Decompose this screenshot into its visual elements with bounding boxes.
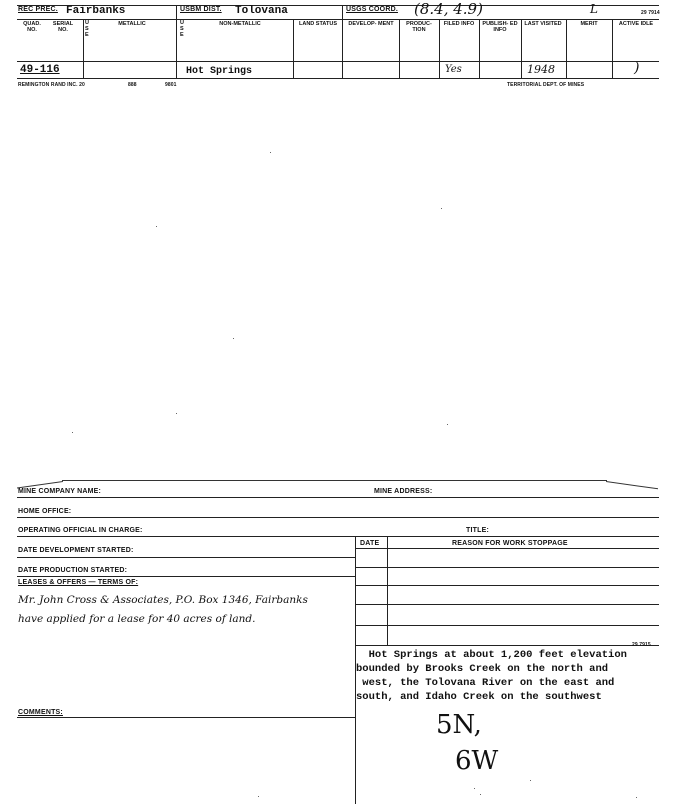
speck: [447, 424, 448, 425]
form-rule: [17, 557, 355, 558]
speck: [474, 788, 475, 789]
filed-info-value: Yes: [445, 64, 462, 75]
col-land-status: LAND STATUS: [299, 21, 337, 27]
col-active-idle: ACTIVE IDLE: [618, 21, 654, 27]
speck: [176, 413, 177, 414]
rec-prec-label: REC PREC.: [18, 6, 58, 13]
speck: [636, 797, 637, 798]
header-rule: [17, 61, 659, 62]
form-rule: [17, 536, 659, 537]
speck: [530, 780, 531, 781]
comments-label: COMMENTS:: [18, 709, 63, 716]
divider-v: [176, 5, 177, 78]
table-rule: [356, 604, 659, 605]
speck: [480, 794, 481, 795]
speck: [258, 796, 259, 797]
col-use-1: U S E: [85, 20, 89, 38]
last-visited-value: 1948: [527, 63, 555, 76]
divider-v: [566, 19, 567, 78]
date-production-label: DATE PRODUCTION STARTED:: [18, 567, 128, 574]
rule-curl-right: [606, 481, 658, 497]
footer-mid-2: 9801: [165, 82, 177, 88]
table-rule: [356, 585, 659, 586]
col-development: DEVELOP- MENT: [348, 21, 394, 27]
description-line: west, the Tolovana River on the east and: [356, 677, 615, 689]
leases-label: LEASES & OFFERS — TERMS OF:: [18, 579, 139, 586]
corner-mark: L: [590, 2, 598, 16]
col-production: PRODUC- TION: [406, 21, 432, 33]
col-use-2: U S E: [180, 20, 184, 38]
form-rule: [17, 497, 659, 498]
leases-line-2: have applied for a lease for 40 acres of land.: [18, 613, 256, 625]
non-metallic-value: Hot Springs: [186, 66, 253, 77]
divider-v: [612, 19, 613, 78]
divider-v: [293, 19, 294, 78]
form-rule: [17, 717, 355, 718]
description-line: Hot Springs at about 1,200 feet elevation: [356, 649, 627, 661]
operating-official-label: OPERATING OFFICIAL IN CHARGE:: [18, 527, 143, 534]
form-rule: [17, 576, 355, 577]
footer-right: TERRITORIAL DEPT. OF MINES: [507, 82, 585, 88]
description-block: [356, 648, 627, 704]
active-idle-value: ): [634, 60, 640, 76]
col-filed-info: FILED INFO: [443, 21, 475, 27]
description-line: bounded by Brooks Creek on the north and: [356, 663, 609, 675]
speck: [72, 432, 73, 433]
date-col-divider: [387, 536, 388, 646]
hand-ew: 6W: [455, 746, 499, 776]
divider-v: [342, 5, 343, 78]
reason-label: REASON FOR WORK STOPPAGE: [452, 540, 568, 547]
col-quad-no: QUAD. NO.: [23, 21, 41, 33]
footer-left: REMINGTON RAND INC. 20: [18, 82, 85, 88]
form-rule: [17, 517, 659, 518]
leases-line-1: Mr. John Cross & Associates, P.O. Box 1346, Fairbanks: [18, 594, 308, 606]
title-label: TITLE:: [466, 527, 489, 534]
table-rule: [356, 548, 659, 549]
date-column-label: DATE: [360, 540, 380, 547]
quad-serial-value: 49-116: [20, 64, 60, 76]
col-published-info: PUBLISH- ED INFO: [482, 21, 518, 33]
usgs-coord-label: USGS COORD.: [346, 6, 398, 13]
lower-top-rule: [62, 480, 607, 481]
description-line: south, and Idaho Creek on the southwest: [356, 691, 602, 703]
speck: [441, 208, 442, 209]
speck: [156, 226, 157, 227]
header-bottom-rule: [17, 78, 659, 79]
col-metallic: METALLIC: [118, 21, 146, 27]
speck: [233, 338, 234, 339]
hand-sn: 5N,: [436, 710, 482, 740]
mine-company-label: MINE COMPANY NAME:: [18, 488, 102, 495]
mine-address-label: MINE ADDRESS:: [374, 488, 433, 495]
col-merit: MERIT: [580, 21, 598, 27]
usbm-dist-label: USBM DIST.: [180, 6, 222, 13]
footer-mid-1: 888: [128, 82, 137, 88]
col-last-visited: LAST VISITED: [524, 21, 562, 27]
speck: [270, 152, 271, 153]
table-rule: [356, 625, 659, 626]
divider-v: [521, 19, 522, 78]
table-rule: [356, 567, 659, 568]
col-serial-no: SERIAL NO.: [52, 21, 74, 33]
table-rule: [356, 645, 659, 646]
divider-v: [83, 19, 84, 78]
date-development-label: DATE DEVELOPMENT STARTED:: [18, 547, 134, 554]
divider-v: [439, 19, 440, 78]
corner-number: 29 7914: [641, 10, 660, 16]
col-non-metallic: NON-METALLIC: [219, 21, 261, 27]
rec-prec-value: Fairbanks: [66, 5, 126, 17]
usgs-coord-value: (8.4, 4.9): [414, 0, 483, 18]
home-office-label: HOME OFFICE:: [18, 508, 72, 515]
usbm-dist-value: Tolovana: [235, 5, 288, 17]
header-rule: [17, 19, 659, 20]
right-number: 29 7915: [632, 642, 651, 648]
